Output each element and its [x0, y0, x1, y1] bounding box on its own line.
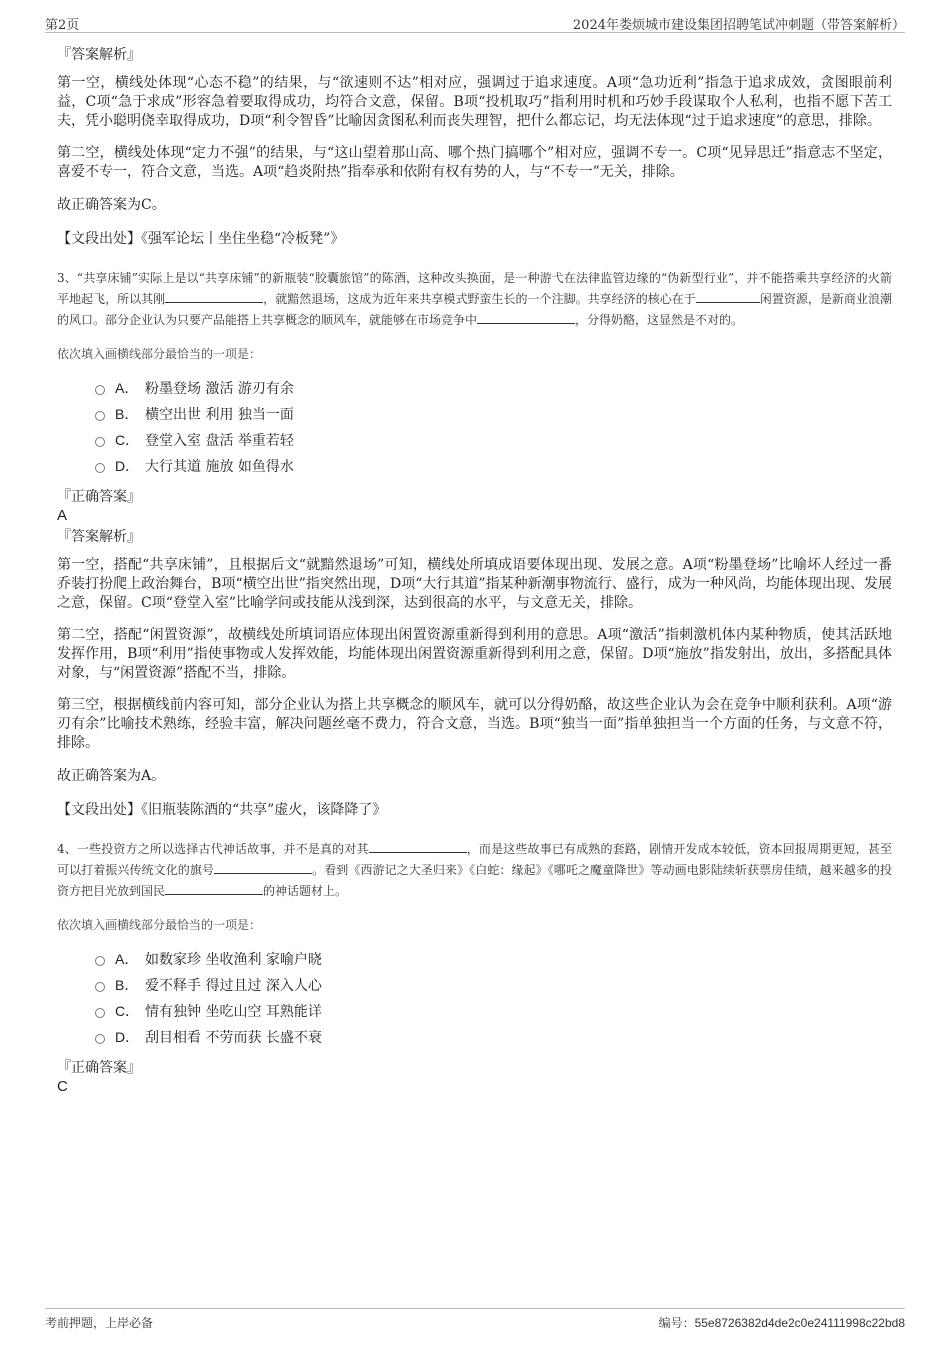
option-d[interactable]: D． 刮目相看 不劳而获 长盛不衰 [95, 1024, 892, 1050]
radio-icon[interactable] [95, 463, 105, 473]
page-header [45, 12, 905, 33]
radio-icon[interactable] [95, 1008, 105, 1018]
option-a[interactable]: A． 如数家珍 坐收渔利 家喻户晓 [95, 946, 892, 972]
blank-line [165, 290, 263, 303]
option-b[interactable]: B． 横空出世 利用 独当一面 [95, 401, 892, 427]
analysis-paragraph: 第二空，横线处体现“定力不强”的结果，与“这山望着那山高、哪个热门搞哪个”相对应，强调不专一。C项“见异思迁”指意志不坚定，喜爱不专一，符合文意，当选。A项“趋炎附热”指奉承和依附有权有势的人，与“不专一”无关，排除。 [57, 145, 892, 180]
correct-answer: A [57, 507, 68, 524]
option-b[interactable]: B． 爱不释手 得过且过 深入人心 [95, 972, 892, 998]
question-3-text: 3、“共享床铺”实际上是以“共享床铺”的新瓶装“胶囊旅馆”的陈酒，这种改头换面，是一种游弋在法律监管边缘的“伪新型行业”，并不能搭乘共享经济的火箭平地起飞，所以其刚 ，就黯然退场，这成为近年来共享模式野蛮生长的一个注脚。共享经济的核心在于 闲置资源，是新商业浪潮的风口。部分企业认为只要产品能搭上共享概念的顺风车，就能够在市场竞争中 ，分得奶酪，这显然是不对的。 [57, 271, 892, 327]
correct-answer: C [57, 1078, 68, 1095]
option-c[interactable]: C． 情有独钟 坐吃山空 耳熟能详 [95, 998, 892, 1024]
question-instruction: 依次填入画横线部分最恰当的一项是： [57, 347, 262, 361]
analysis-paragraph: 第一空，搭配“共享床铺”，且根据后文“就黯然退场”可知，横线处所填成语要体现出现、发展之意。A项“粉墨登场”比喻坏人经过一番乔装打扮爬上政治舞台，B项“横空出世”指突然出现，D项“大行其道”指某种新潮事物流行、盛行，成为一种风尚，均能体现出现、发展之意，保留。C项“登堂入室”比喻学问或技能从浅到深，达到很高的水平，与文意无关，排除。 [57, 557, 892, 611]
page-number: 第2页 [45, 18, 80, 33]
option-a[interactable]: A． 粉墨登场 激活 游刃有余 [95, 375, 892, 401]
radio-icon[interactable] [95, 411, 105, 421]
analysis-label: 『答案解析』 [57, 529, 141, 545]
question-instruction: 依次填入画横线部分最恰当的一项是： [57, 918, 262, 932]
option-list [57, 375, 892, 479]
analysis-paragraph: 第二空，搭配“闲置资源”，故横线处所填词语应体现出闲置资源重新得到利用的意思。A项“激活”指刺激机体内某种物质，使其活跃地发挥作用，B项“利用”指使事物或人发挥效能，均能体现出闲置资源重新得到利用之意，保留。D项“施放”指发射出，放出，多搭配具体对象，与“闲置资源”搭配不当，排除。 [57, 627, 892, 681]
document-title: 2024年娄烦城市建设集团招聘笔试冲刺题（带答案解析） [572, 18, 905, 33]
blank-line [477, 311, 575, 324]
blank-line [165, 882, 263, 895]
document-id: 编号：55e8726382d4de2c0e24111998c22bd8 [658, 1316, 905, 1330]
radio-icon[interactable] [95, 437, 105, 447]
analysis-paragraph: 第一空，横线处体现“心态不稳”的结果，与“欲速则不达”相对应，强调过于追求速度。A项“急功近利”指急于追求成效，贪图眼前利益，C项“急于求成”形容急着要取得成功，均符合文意，保留。B项“投机取巧”指利用时机和巧妙手段谋取个人私利，也指不愿下苦工夫，凭小聪明侥幸取得成功，D项“利令智昏”比喻因贪图私利而丧失理智，把什么都忘记，均无法体现“过于追求速度”的意思，排除。 [57, 75, 892, 129]
option-d[interactable]: D． 大行其道 施放 如鱼得水 [95, 453, 892, 479]
answer-conclusion: 故正确答案为C。 [57, 197, 166, 213]
page-content [57, 45, 892, 1096]
answer-conclusion: 故正确答案为A。 [57, 768, 166, 784]
blank-line [214, 861, 312, 874]
text-source: 【文段出处】《强军论坛丨坐住坐稳“冷板凳”》 [57, 231, 345, 247]
option-c[interactable]: C． 登堂入室 盘活 举重若轻 [95, 427, 892, 453]
page-footer [45, 1308, 905, 1333]
blank-line [369, 840, 467, 853]
option-list [57, 946, 892, 1050]
radio-icon[interactable] [95, 956, 105, 966]
radio-icon[interactable] [95, 385, 105, 395]
question-4-text: 4、一些投资方之所以选择古代神话故事，并不是真的对其 ，而是这些故事已有成熟的套路，剧情开发成本较低，资本回报周期更短，甚至可以打着振兴传统文化的旗号 。看到《西游记之大圣归来》《白蛇：缘起》《哪吒之魔童降世》等动画电影陆续斩获票房佳绩，越来越多的投资方把目光放到国民 的神话题材上。 [57, 842, 892, 898]
correct-answer-label: 『正确答案』 [57, 1060, 141, 1076]
blank-line [696, 290, 760, 303]
analysis-label: 『答案解析』 [57, 47, 141, 63]
radio-icon[interactable] [95, 982, 105, 992]
text-source: 【文段出处】《旧瓶装陈酒的“共享”虚火，该降降了》 [57, 802, 387, 818]
correct-answer-label: 『正确答案』 [57, 489, 141, 505]
radio-icon[interactable] [95, 1034, 105, 1044]
analysis-paragraph: 第三空，根据横线前内容可知，部分企业认为搭上共享概念的顺风车，就可以分得奶酪，故这些企业认为会在竞争中顺利获利。A项“游刃有余”比喻技术熟练，经验丰富，解决问题丝毫不费力，符合文意，当选。B项“独当一面”指单独担当一个方面的任务，与文意不符，排除。 [57, 697, 892, 751]
footer-slogan: 考前押题，上岸必备 [45, 1316, 154, 1330]
